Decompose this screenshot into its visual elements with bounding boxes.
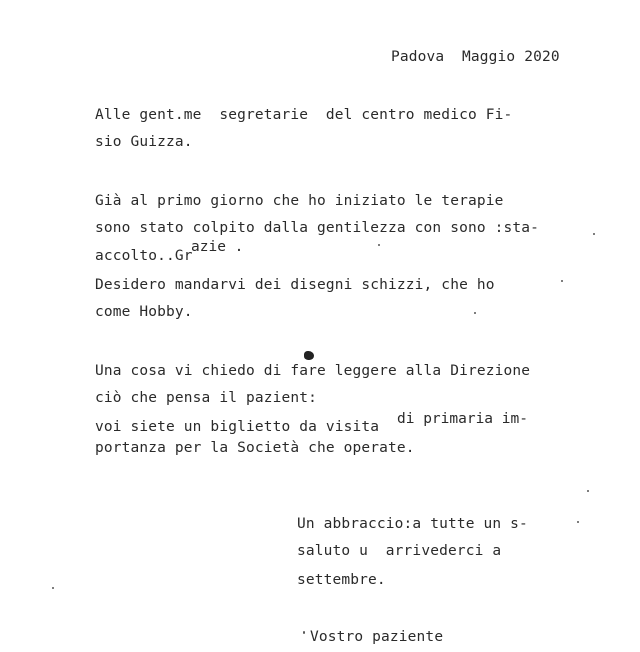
paragraph-1-line-1: Già al primo giorno che ho iniziato le terapie <box>95 193 504 209</box>
dateline: Padova Maggio 2020 <box>391 49 560 65</box>
closing-line-2: saluto u arrivederci a <box>297 543 502 559</box>
closing-line-1: Un abbraccio:a tutte un s- <box>297 516 528 532</box>
paragraph-1-line-2: sono stato colpito dalla gentilezza con sono :sta- <box>95 220 539 236</box>
paper-speck <box>577 521 579 523</box>
paper-speck <box>52 587 54 589</box>
paragraph-2-line-2: ciò che pensa il pazient: <box>95 390 317 406</box>
paragraph-1-line-3: accolto..Gr <box>95 248 193 264</box>
paragraph-2-line-3: voi siete un biglietto da visita <box>95 419 380 435</box>
paper-speck <box>593 233 595 235</box>
paragraph-2-line-4: portanza per la Società che operate. <box>95 440 415 456</box>
paper-speck <box>474 312 476 314</box>
paragraph-2-line-1: Una cosa vi chiedo di fare leggere alla Direzione <box>95 363 531 379</box>
paper-speck <box>378 244 380 246</box>
paper-speck <box>587 490 589 492</box>
paragraph-1-line-4: Desidero mandarvi dei disegni schizzi, che ho <box>95 277 495 293</box>
paragraph-1-line-5: come Hobby. <box>95 304 193 320</box>
salutation-line-1: Alle gent.me segretarie del centro medico Fi- <box>95 107 513 123</box>
paragraph-2-line-3-superscript: di primaria im- <box>397 411 528 427</box>
salutation-line-2: sio Guizza. <box>95 134 193 150</box>
ink-blot <box>304 351 314 360</box>
paragraph-1-line-3-superscript: azie . <box>191 239 244 255</box>
closing-line-3: settembre. <box>297 572 386 588</box>
paper-speck <box>561 280 563 282</box>
paper-speck <box>303 631 305 634</box>
signature: Vostro paziente <box>310 629 444 645</box>
